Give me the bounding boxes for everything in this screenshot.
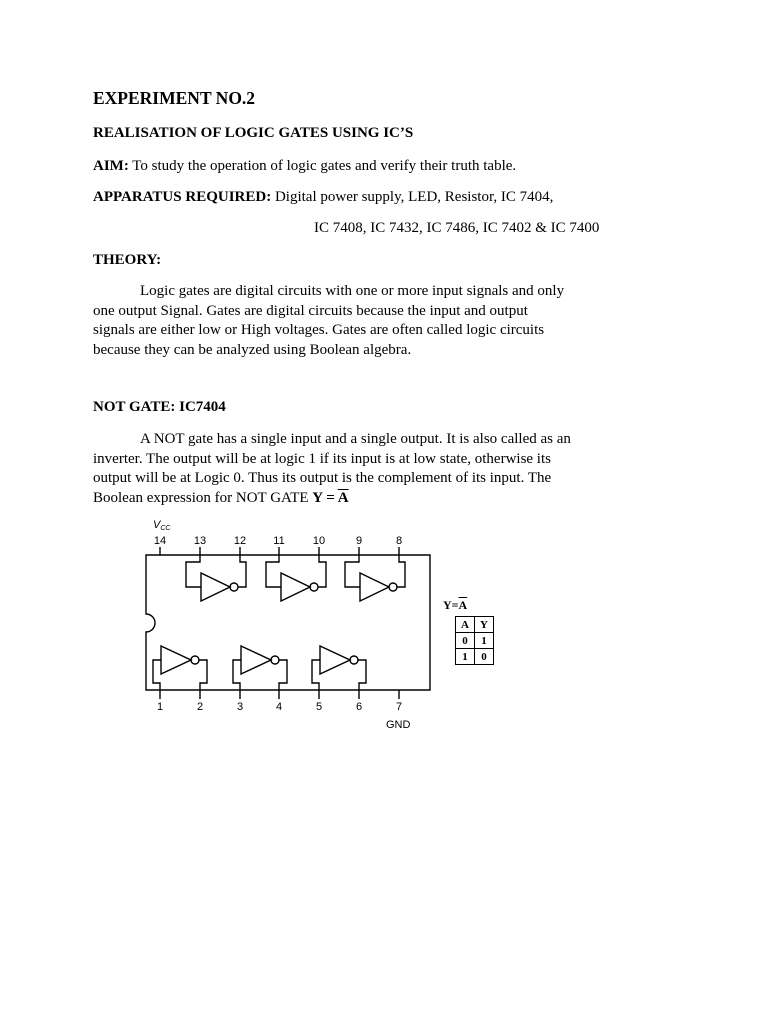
theory-line: because they can be analyzed using Boolean algebra. [93, 341, 412, 358]
truth-table-equation [443, 598, 494, 612]
apparatus-text-2: IC 7408, IC 7432, IC 7486, IC 7402 & IC 7400 [314, 220, 600, 236]
table-row [456, 633, 494, 649]
apparatus-text-1: Digital power supply, LED, Resistor, IC 7404, [271, 189, 554, 205]
pin-number: 14 [153, 535, 167, 547]
pin-number: 6 [355, 701, 363, 713]
pin-number: 13 [193, 535, 207, 547]
pin-number: 8 [395, 535, 403, 547]
expression-prefix: Boolean expression for NOT GATE [93, 489, 313, 506]
inverter-gate [345, 555, 405, 601]
experiment-subtitle: REALISATION OF LOGIC GATES USING IC’S [93, 125, 414, 141]
table-cell: 0 [475, 649, 494, 665]
inverter-gate [312, 646, 366, 690]
pin-number: 9 [355, 535, 363, 547]
vcc-label: VCC [153, 519, 171, 532]
table-row [456, 649, 494, 665]
not-gate-line: output will be at Logic 0. Thus its output is the complement of its input. The [93, 470, 552, 487]
expression-rhs: $\overline{A}$ [337, 489, 349, 506]
theory-line: signals are either low or High voltages. Gates are often called logic circuits [93, 322, 545, 339]
inverter-gate [153, 646, 207, 690]
ic-body [146, 555, 430, 690]
top-pin-stubs [160, 547, 399, 555]
theory-line: one output Signal. Gates are digital circuits because the input and output [93, 302, 528, 319]
table-cell: 1 [456, 649, 475, 665]
table-header: A [456, 617, 475, 633]
table-header-row [456, 617, 494, 633]
inverter-gate [186, 555, 246, 601]
not-gate-line: A NOT gate has a single input and a single output. It is also called as an [140, 431, 571, 447]
aim-text: To study the operation of logic gates and verify their truth table. [128, 158, 517, 174]
pin-number: 3 [236, 701, 244, 713]
inverter-gate [266, 555, 326, 601]
bottom-pin-stubs [160, 690, 399, 699]
equation-rhs: $\overline{A}$ [458, 598, 468, 612]
pin-number: 4 [275, 701, 283, 713]
pin-number: 1 [156, 701, 164, 713]
truth-table [455, 616, 494, 665]
truth-table-block [443, 598, 494, 665]
equation-lhs: Y= [443, 598, 459, 612]
pin-number: 11 [273, 535, 285, 547]
pin-number: 12 [233, 535, 247, 547]
theory-line: Logic gates are digital circuits with one or more input signals and only [140, 283, 565, 299]
table-cell: 1 [475, 633, 494, 649]
table-cell: 0 [456, 633, 475, 649]
pin-number: 10 [312, 535, 326, 547]
pin-number: 2 [196, 701, 204, 713]
aim-label: AIM: [93, 158, 129, 174]
apparatus-label: APPARATUS REQUIRED: [93, 189, 272, 205]
expression-lhs: Y = [312, 489, 338, 506]
experiment-title: EXPERIMENT NO.2 [93, 88, 256, 108]
theory-heading: THEORY: [93, 252, 162, 268]
pin-number: 7 [395, 701, 403, 713]
table-header: Y [475, 617, 494, 633]
inverter-gate [233, 646, 287, 690]
not-gate-heading: NOT GATE: IC7404 [93, 399, 226, 415]
gnd-label: GND [386, 719, 411, 731]
pin-number: 5 [315, 701, 323, 713]
not-gate-line: inverter. The output will be at logic 1 if its input is at low state, otherwise its [93, 450, 551, 467]
